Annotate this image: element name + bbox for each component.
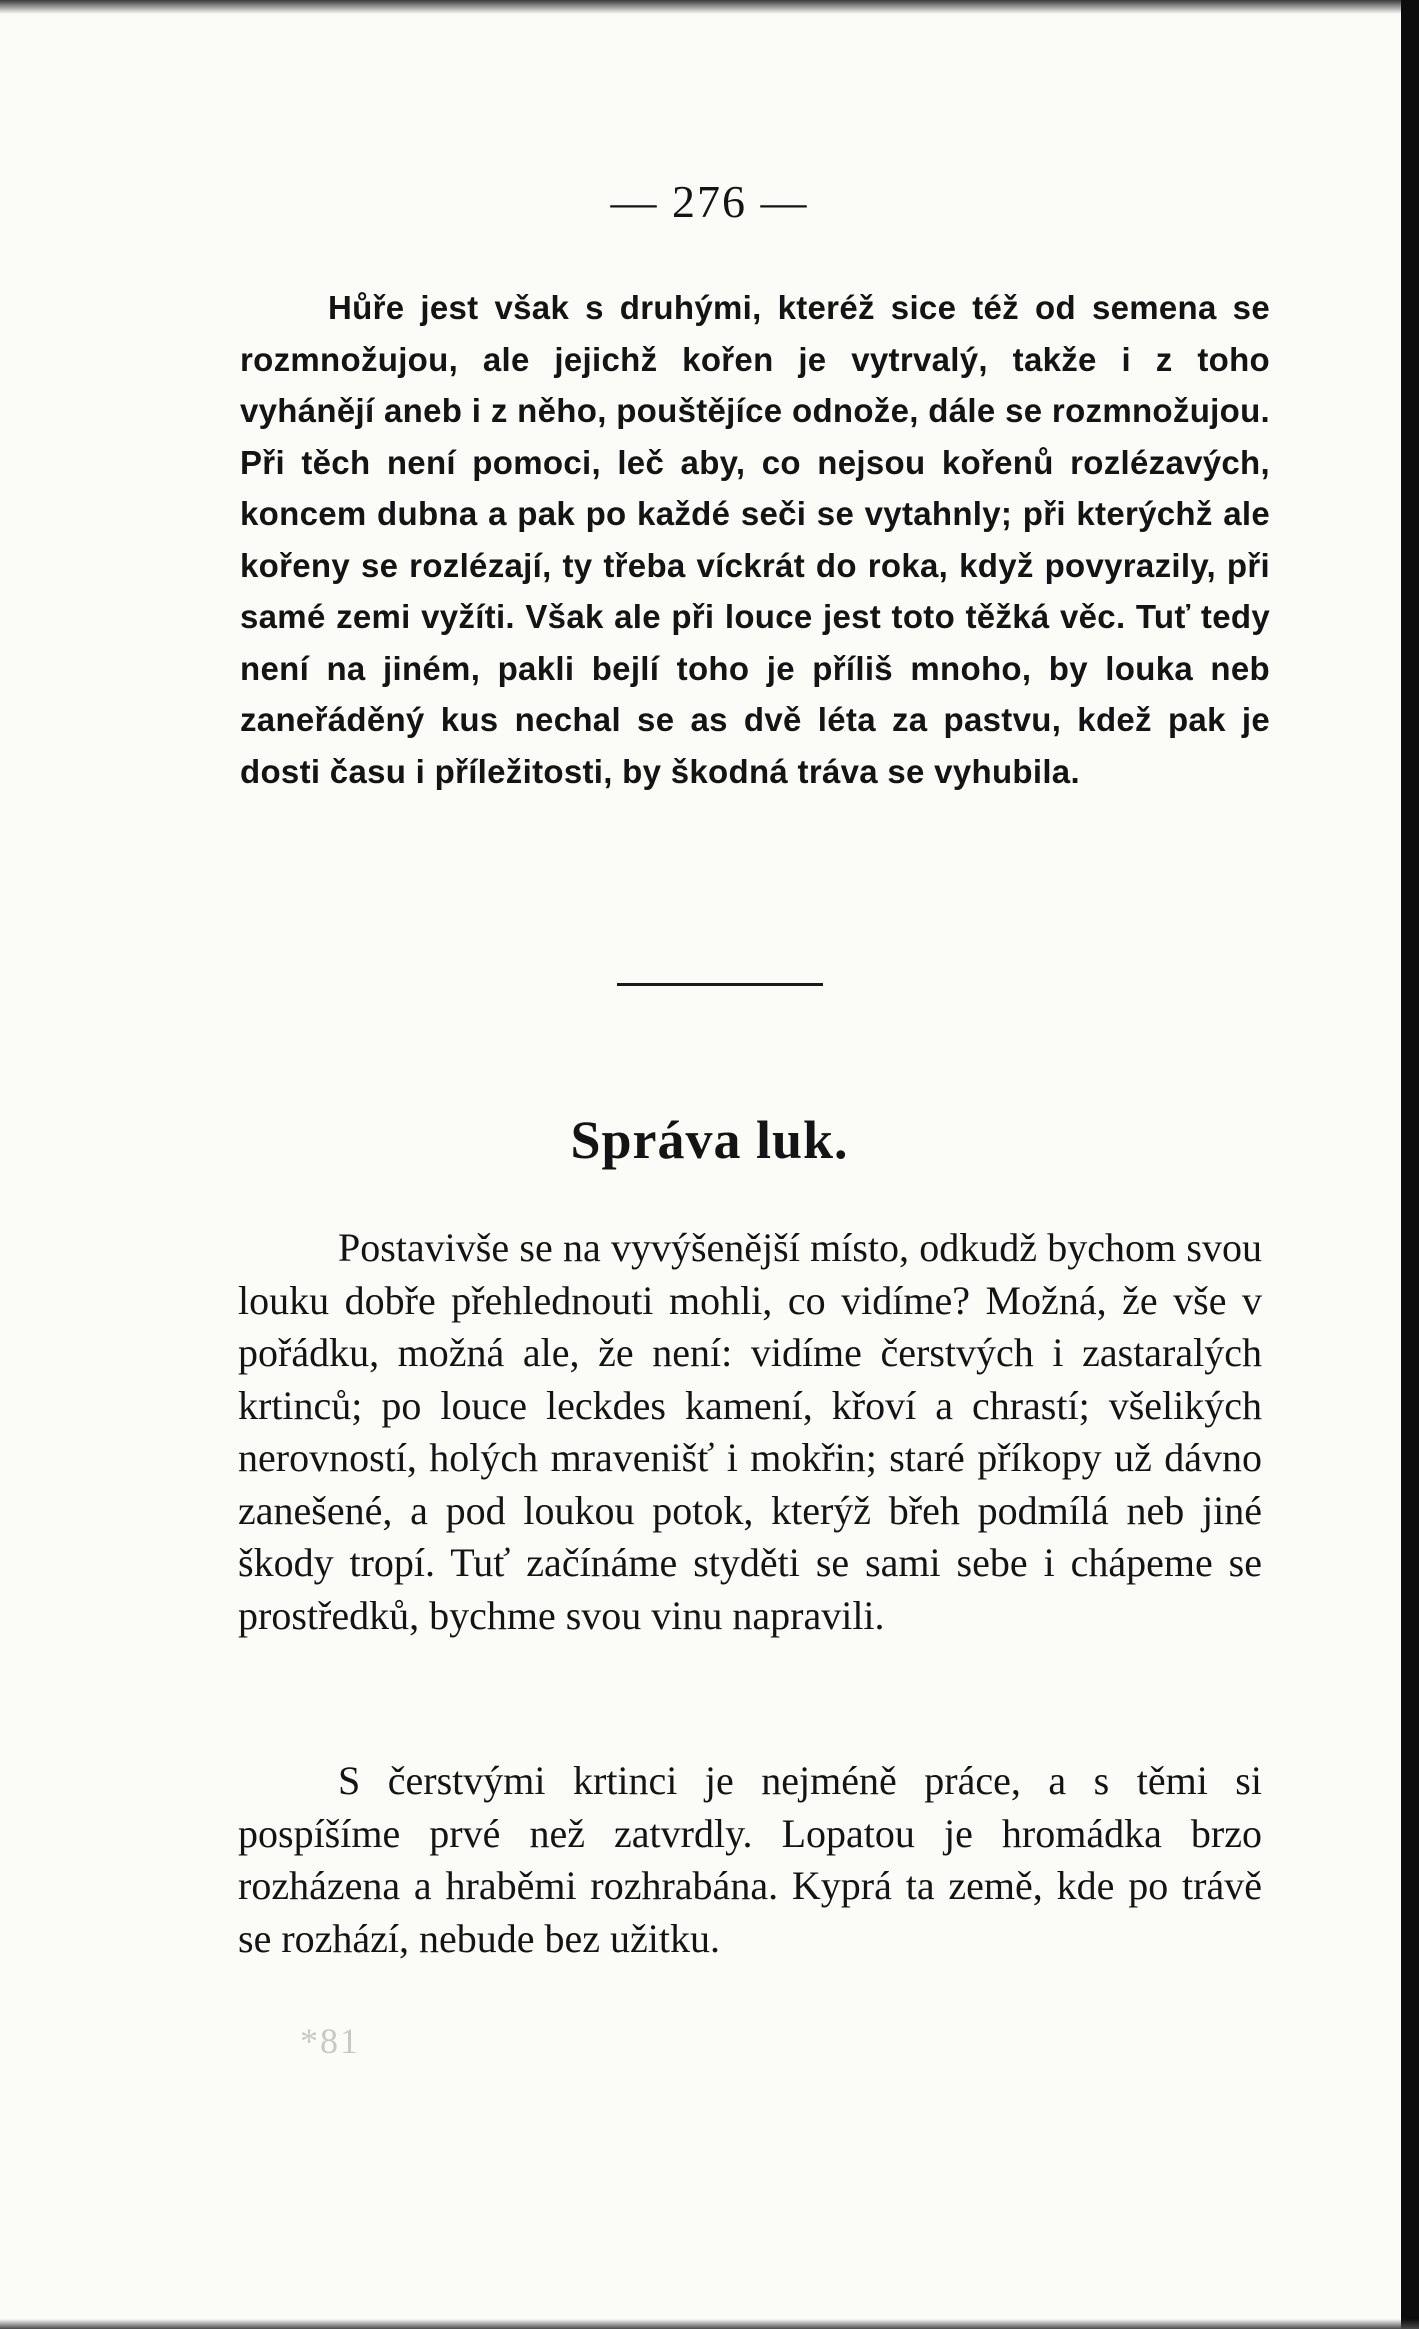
page-bottom-shadow	[0, 2319, 1419, 2329]
paragraph-weeds: Hůře jest však s druhými, kteréž sice též od semena se rozmnožujou, ale jejichž kořen je vytrvalý, takže i z toho vyhánějí aneb i z něho, pouštějíce odnože, dále se rozmnožujou. Při těch není pomoci, leč aby, co nejsou kořenů rozlézavých, koncem dubna a pak po každé seči se vytahnly; při kterýchž ale kořeny se rozlézají, ty třeba víckrát do roka, když povyrazily, při samé zemi vyžíti. Však ale při louce jest toto těžká věc. Tuť tedy není na jiném, pakli bejlí toho je příliš mnoho, by louka neb zaneřáděný kus nechal se as dvě léta za pastvu, kdež pak je dosti času i příležitosti, by škodná tráva se vyhubila.	[240, 289, 1270, 790]
paragraph-molehills: S čerstvými krtinci je nejméně práce, a s těmi si pospíšíme prvé než zatvrdly. Lopatou je hromádka brzo rozházena a hraběmi rozhrabána. Kyprá ta země, kde po trávě se rozhází, nebude bez užitku.	[238, 1758, 1262, 1961]
section-divider-rule	[617, 983, 823, 986]
paragraph-meadow-survey: Postavivše se na vyvýšenější místo, odkudž bychom svou louku dobře přehlednouti mohli, co vidíme? Možná, že vše v pořádku, možná ale, že není: vidíme čerstvých i zastaralých krtinců; po louce leckdes kamení, křoví a chrastí; všelikých nerovností, holých mravenišť i mokřin; staré příkopy už dávno zanešené, a pod loukou potok, kterýž břeh podmílá neb jiné škody tropí. Tuť začínáme styděti se sami sebe i chápeme se prostředků, bychme svou vinu napravili.	[238, 1225, 1262, 1638]
bleed-through-mark: *81	[300, 2021, 360, 2061]
page-number-header: — 276 —	[610, 176, 809, 227]
section-title: Správa luk.	[570, 1110, 849, 1170]
page-top-shadow	[0, 0, 1419, 14]
